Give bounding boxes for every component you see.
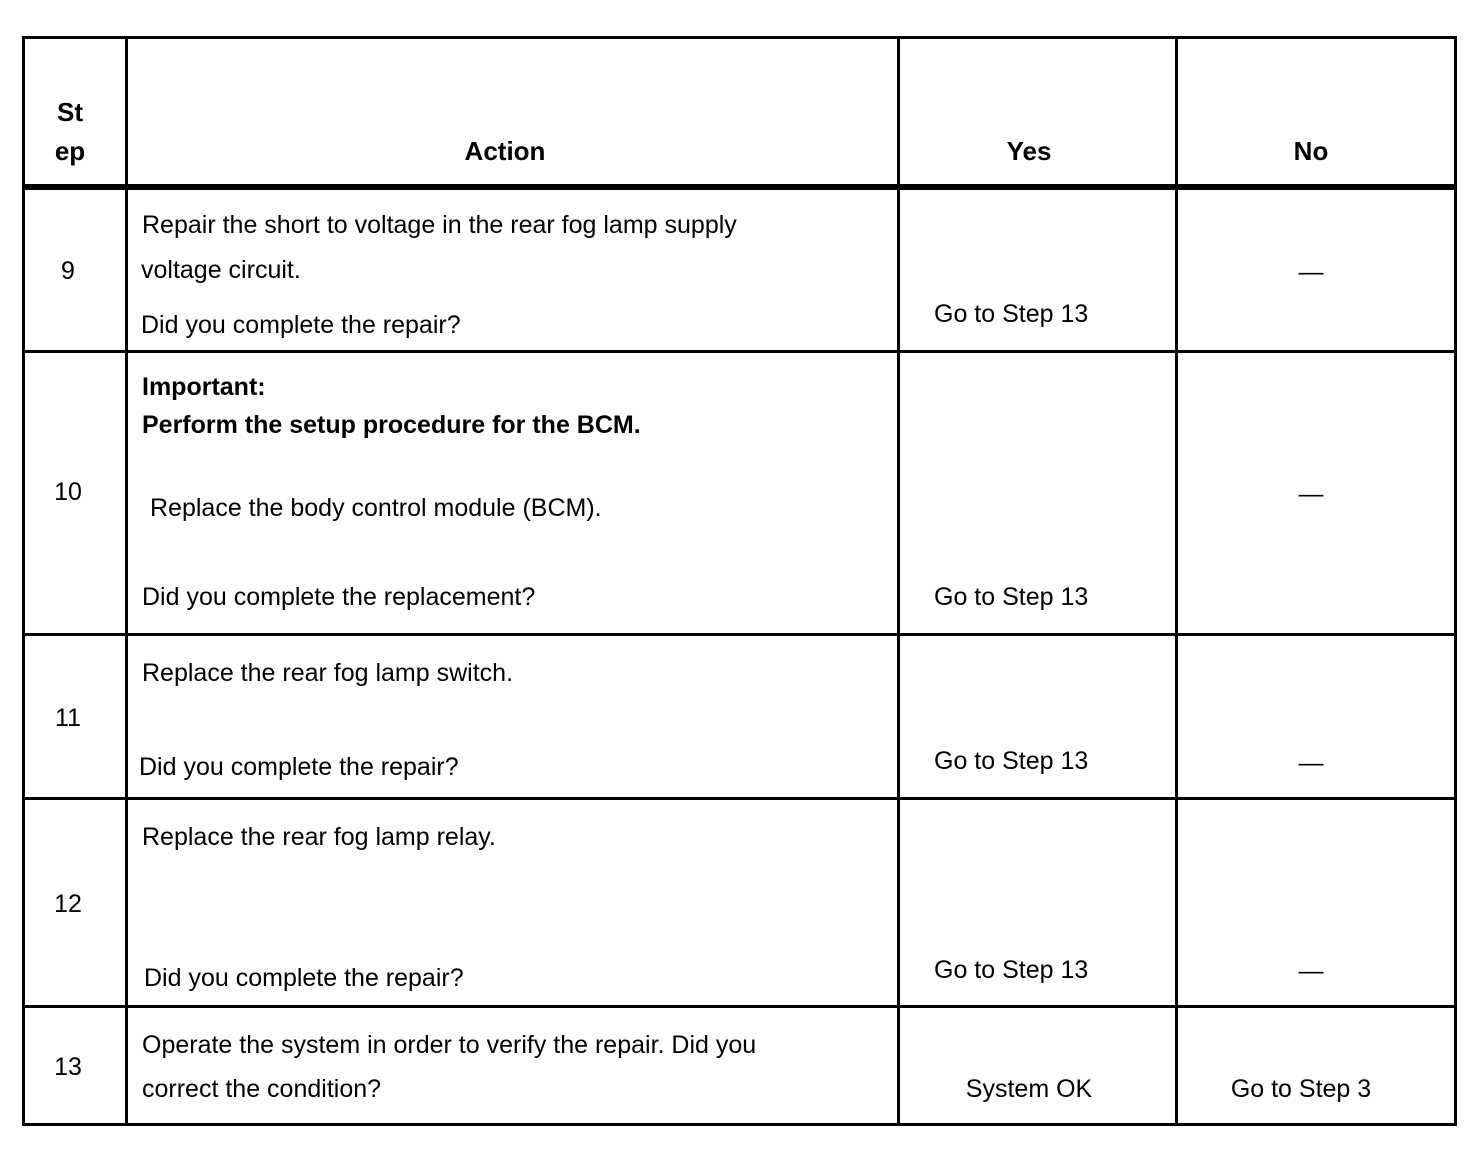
- column-divider: [125, 39, 128, 1123]
- no-result: —: [1298, 480, 1324, 508]
- step-number: 12: [54, 890, 82, 918]
- row-divider: [25, 633, 1454, 636]
- action-text: Replace the rear fog lamp switch.: [142, 659, 514, 687]
- action-text: Replace the body control module (BCM).: [150, 494, 602, 522]
- yes-result: Go to Step 13: [934, 747, 1089, 775]
- no-result: —: [1298, 749, 1324, 777]
- question-text: Did you complete the replacement?: [142, 583, 536, 611]
- step-number: 11: [55, 704, 81, 732]
- row-divider: [25, 1005, 1454, 1008]
- header-no: No: [1293, 136, 1329, 166]
- important-label: Important:: [142, 373, 266, 401]
- action-text: Repair the short to voltage in the rear fog lamp supply: [142, 211, 737, 239]
- no-result: —: [1298, 258, 1324, 286]
- yes-result: Go to Step 13: [934, 956, 1089, 984]
- no-result: —: [1298, 957, 1324, 985]
- no-result: Go to Step 3: [1230, 1075, 1372, 1103]
- step-number: 13: [54, 1053, 82, 1081]
- question-text: Did you complete the repair?: [141, 311, 461, 339]
- row-divider: [25, 350, 1454, 353]
- question-text: Did you complete the repair?: [144, 964, 464, 992]
- action-text: correct the condition?: [142, 1075, 382, 1103]
- column-divider: [1175, 39, 1178, 1123]
- yes-result: System OK: [965, 1075, 1093, 1103]
- header-step-line1: St: [57, 97, 83, 127]
- action-text: Replace the rear fog lamp relay.: [142, 823, 496, 851]
- yes-result: Go to Step 13: [934, 583, 1089, 611]
- important-note: Perform the setup procedure for the BCM.: [142, 411, 641, 439]
- question-text: Did you complete the repair?: [139, 753, 459, 781]
- yes-result: Go to Step 13: [934, 300, 1089, 328]
- header-yes: Yes: [1006, 136, 1052, 166]
- action-text: Operate the system in order to verify the repair. Did you: [142, 1031, 757, 1059]
- action-text: voltage circuit.: [141, 256, 301, 284]
- step-number: 10: [54, 478, 82, 506]
- header-divider: [25, 184, 1454, 190]
- header-action: Action: [464, 136, 546, 166]
- step-number: 9: [61, 257, 75, 285]
- header-step-line2: ep: [54, 136, 86, 166]
- column-divider: [897, 39, 900, 1123]
- row-divider: [25, 797, 1454, 800]
- diagnostic-table: [22, 36, 1457, 1126]
